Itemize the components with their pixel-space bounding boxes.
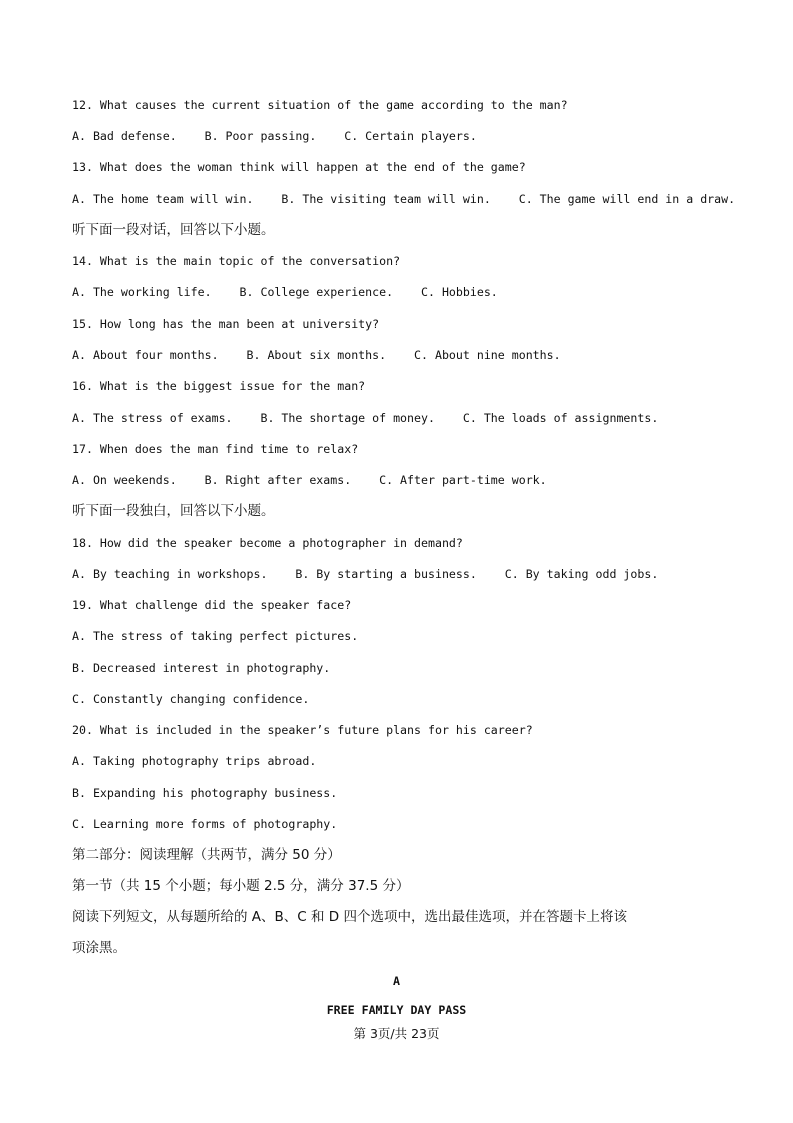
directions-line-2: 项涂黑。 — [72, 940, 126, 956]
question-19-option-a: A. The stress of taking perfect pictures. — [72, 629, 359, 643]
question-20-stem: 20. What is included in the speaker’s future plans for his career? — [72, 723, 533, 737]
page-number: 第 3页/共 23页 — [353, 1026, 440, 1041]
question-20-option-c: C. Learning more forms of photography. — [72, 817, 338, 831]
question-16-options: A. The stress of exams. B. The shortage of money. C. The loads of assignments. — [72, 411, 659, 425]
question-19-option-b: B. Decreased interest in photography. — [72, 661, 331, 675]
question-20-option-b: B. Expanding his photography business. — [72, 786, 338, 800]
question-12-options: A. Bad defense. B. Poor passing. C. Certain players. — [72, 129, 477, 143]
monologue-instruction: 听下面一段独白，回答以下小题。 — [72, 503, 275, 519]
passage-title: FREE FAMILY DAY PASS — [326, 1003, 467, 1017]
question-14-options: A. The working life. B. College experience. C. Hobbies. — [72, 285, 498, 299]
part2-heading: 第二部分：阅读理解（共两节，满分 50 分） — [72, 847, 341, 863]
question-14-stem: 14. What is the main topic of the conversation? — [72, 254, 401, 268]
question-13-options: A. The home team will win. B. The visiting team will win. C. The game will end in a draw. — [72, 192, 736, 206]
section1-heading: 第一节（共 15 个小题；每小题 2.5 分，满分 37.5 分） — [72, 878, 410, 894]
question-13-stem: 13. What does the woman think will happen at the end of the game? — [72, 160, 526, 174]
question-17-stem: 17. When does the man find time to relax? — [72, 442, 359, 456]
passage-label: A — [393, 974, 400, 988]
question-19-option-c: C. Constantly changing confidence. — [72, 692, 310, 706]
question-16-stem: 16. What is the biggest issue for the man? — [72, 379, 366, 393]
question-19-stem: 19. What challenge did the speaker face? — [72, 598, 352, 612]
question-20-option-a: A. Taking photography trips abroad. — [72, 754, 317, 768]
question-15-options: A. About four months. B. About six months. C. About nine months. — [72, 348, 561, 362]
question-18-stem: 18. How did the speaker become a photographer in demand? — [72, 536, 463, 550]
question-18-options: A. By teaching in workshops. B. By starting a business. C. By taking odd jobs. — [72, 567, 659, 581]
directions-line-1: 阅读下列短文，从每题所给的 A、B、C 和 D 四个选项中，选出最佳选项，并在答题卡上将该 — [72, 909, 627, 925]
dialogue-instruction: 听下面一段对话，回答以下小题。 — [72, 222, 275, 238]
question-12-stem: 12. What causes the current situation of the game according to the man? — [72, 98, 568, 112]
question-15-stem: 15. How long has the man been at university? — [72, 317, 380, 331]
question-17-options: A. On weekends. B. Right after exams. C. After part-time work. — [72, 473, 547, 487]
